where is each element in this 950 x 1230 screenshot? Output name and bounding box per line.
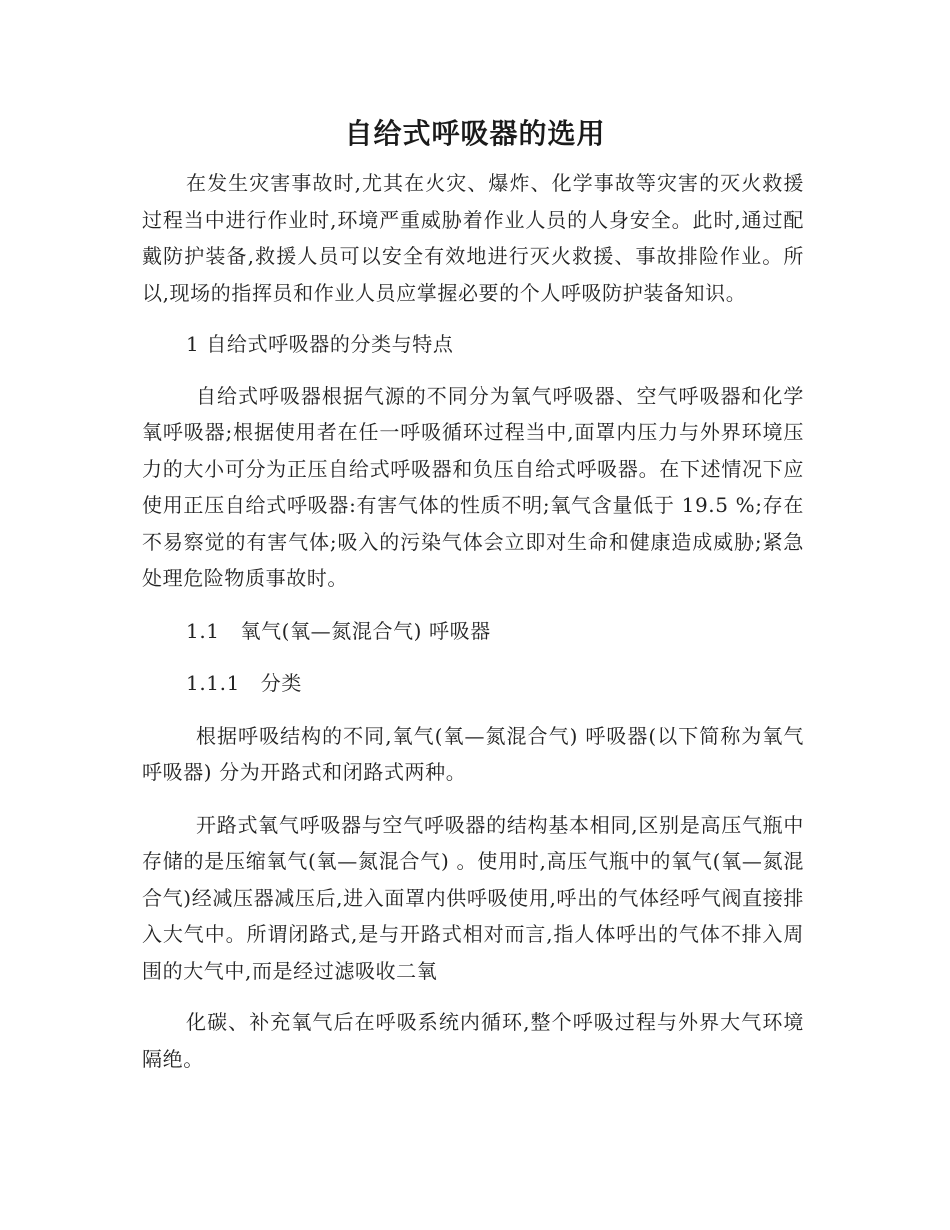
section-heading-1: 1 自给式呼吸器的分类与特点 — [186, 332, 454, 356]
document-body — [142, 165, 804, 1077]
paragraph-open-closed: 开路式氧气呼吸器与空气呼吸器的结构基本相同,区别是高压气瓶中存储的是压缩氧气(氧—氮混合气) 。使用时,高压气瓶中的氧气(氧—氮混合气)经减压器减压后,进入面罩内供呼吸使用,呼出的气体经呼气阀直接排入大气中。所谓闭路式,是与开路式相对而言,指人体呼出的气体不排入周围的大气中,而是经过滤吸收二氧 — [142, 812, 804, 983]
paragraph-classification: 自给式呼吸器根据气源的不同分为氧气呼吸器、空气呼吸器和化学氧呼吸器;根据使用者在任一呼吸循环过程当中,面罩内压力与外界环境压力的大小可分为正压自给式呼吸器和负压自给式呼吸器。在下述情况下应使用正压自给式呼吸器:有害气体的性质不明;氧气含量低于 19.5 %;存在不易察觉的有害气体;吸入的污染气体会立即对生命和健康造成威胁;紧急处理危险物质事故时。 — [142, 383, 804, 590]
section-heading-1-1: 1.1 氧气(氧—氮混合气) 呼吸器 — [186, 618, 491, 643]
paragraph-continuation: 化碳、补充氧气后在呼吸系统内循环,整个呼吸过程与外界大气环境隔绝。 — [142, 1010, 804, 1071]
paragraph-intro: 在发生灾害事故时,尤其在火灾、爆炸、化学事故等灾害的灭火救援过程当中进行作业时,环境严重威胁着作业人员的人身安全。此时,通过配戴防护装备,救援人员可以安全有效地进行灭火救援、事故排险作业。所以,现场的指挥员和作业人员应掌握必要的个人呼吸防护装备知识。 — [142, 171, 804, 305]
section-heading-1-1-1: 1.1.1 分类 — [186, 671, 302, 695]
document-title: 自给式呼吸器的选用 — [344, 117, 606, 150]
paragraph-types: 根据呼吸结构的不同,氧气(氧—氮混合气) 呼吸器(以下简称为氧气呼吸器) 分为开路式和闭路式两种。 — [142, 723, 804, 784]
